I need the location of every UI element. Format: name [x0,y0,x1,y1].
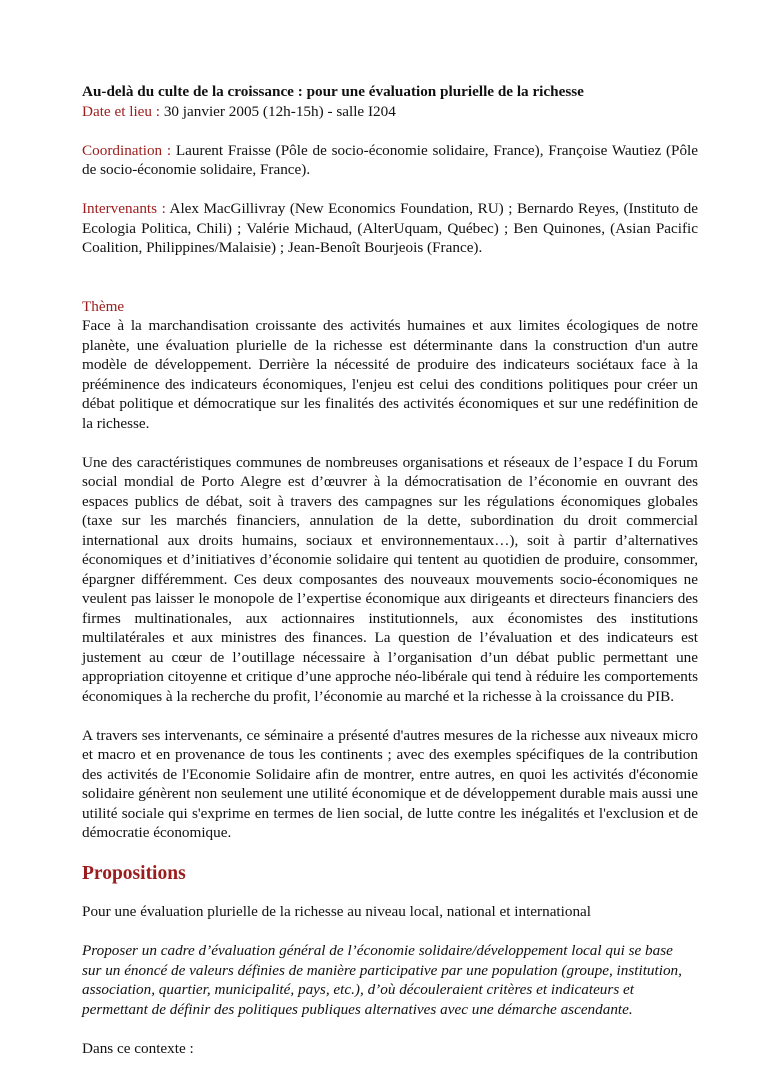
theme-paragraph-2: Une des caractéristiques communes de nombreuses organisations et réseaux de l’espace I du Forum social mondial de Porto Alegre est d’œuvrer à la démocratisation de l’économie en ouvrant des espaces publics de débat, soit à travers des campagnes sur les régulations économiques globales (taxe sur les marchés financiers, annulation de la dette, subordination du droit commercial international aux droits humains, sociaux et environnementaux…), soit à partir d’alternatives économiques et d’initiatives d’économie solidaire qui tentent au quotidien de produire, consommer, épargner différemment. Ces deux composantes des nouveaux mouvements socio-économiques ne veulent pas laisser le monopole de l’expertise économique aux dirigeants et directeurs financiers des firmes multinationales, aux actionnaires institutionnels, aux économistes des institutions multilatérales et aux ministres des finances. La question de l’évaluation et des indicateurs est justement au cœur de l’outillage nécessaire à l’organisation d’un débat public permettant une appropriation citoyenne et critique d’une approche néo-libérale qui tend à réduire les comportements économiques à la recherche du profit, l’économie au marché et la richesse à la croissance du PIB. [82,453,698,705]
theme-paragraph-3: A travers ses intervenants, ce séminaire a présenté d'autres mesures de la richesse aux niveaux micro et macro et en provenance de tous les continents ; avec des exemples spécifiques de la contribution des activités de l'Economie Solidaire afin de montrer, entre autres, en quoi les activités d'économie solidaire génèrent non seulement une utilité économique et de développement durable mais aussi une utilité sociale qui s'exprime en termes de lien social, de lutte contre les inégalités et l'exclusion et de démocratie économique. [82,726,698,841]
coordination-label: Coordination : [82,141,172,159]
intervenants [82,199,698,258]
intervenants-value: Alex MacGillivray (New Economics Foundation, RU) ; Bernardo Reyes, (Instituto de Ecologia Politica, Chili) ; Valérie Michaud, (AlterUquam, Québec) ; Ben Quinones, (Asian Pacific Coalition, Philippines/Malaisie) ; Jean-Benoît Bourjeois (France). [82,200,698,256]
date-label: Date et lieu : [82,102,161,120]
theme-label: Thème [82,297,125,315]
date-value: 30 janvier 2005 (12h-15h) - salle I204 [160,102,396,120]
event-header [82,82,698,121]
theme-paragraph-1: Face à la marchandisation croissante des activités humaines et aux limites écologiques de notre planète, une évaluation plurielle de la richesse est déterminante dans la construction d'un autre modèle de développement. Derrière la nécessité de produire des indicateurs sociétaux face à la prééminence des indicateurs économiques, l'enjeu est celui des conditions politiques pour créer un débat politique et démocratique sur les finalités des activités économiques et sur une redéfinition de la richesse. [82,317,698,432]
event-title: Au-delà du culte de la croissance : pour une évaluation plurielle de la richesse [82,83,584,100]
intervenants-label: Intervenants : [82,200,166,217]
coordination-value: Laurent Fraisse (Pôle de socio-économie solidaire, France), Françoise Wautiez (Pôle de socio-économie solidaire, France). [82,141,699,178]
propositions-italic: Proposer un cadre d’évaluation général de l’économie solidaire/développement local qui se base sur un énoncé de valeurs définies de manière participative par une population (groupe, institution, association, quartier, municipalité, pays, etc.), d’où découleraient critères et indicateurs et permettant de définir des politiques publiques alternatives avec une démarche ascendante. [82,942,682,1018]
propositions-heading: Propositions [82,863,186,884]
document-page [82,82,698,1078]
propositions-intro: Pour une évaluation plurielle de la richesse au niveau local, national et international [82,903,592,920]
propositions-context: Dans ce contexte : [82,1039,194,1057]
coordination [82,141,698,180]
